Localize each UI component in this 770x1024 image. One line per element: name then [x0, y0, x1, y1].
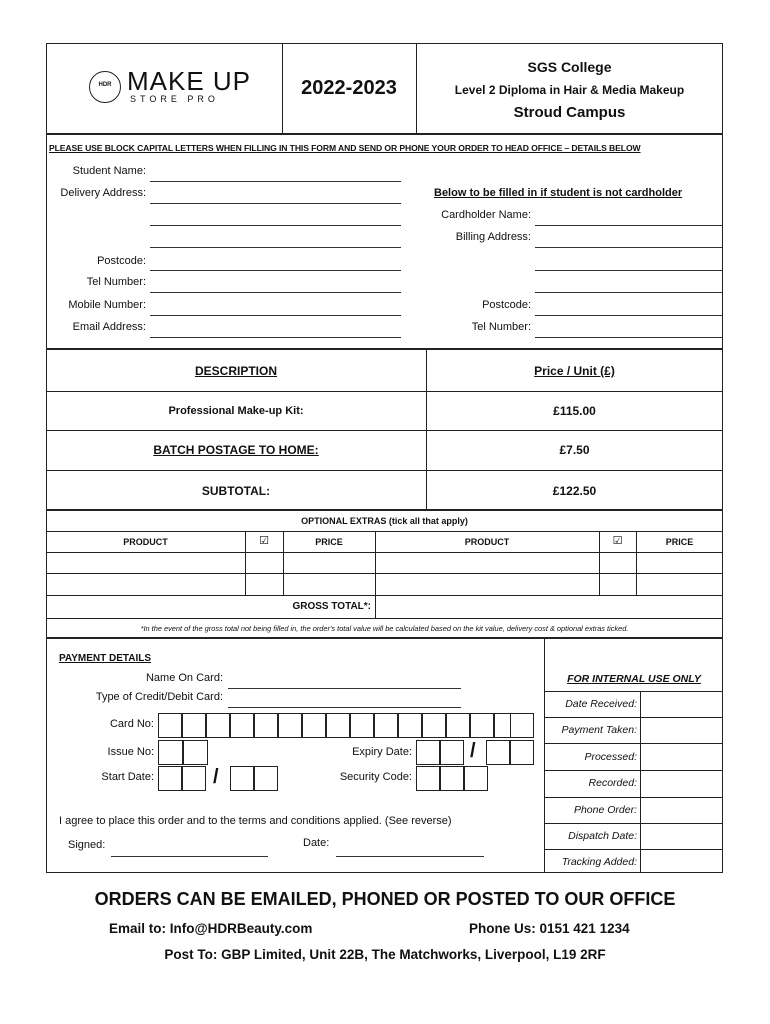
extras-price-header-2: PRICE — [665, 537, 694, 547]
extras-footnote: *In the event of the gross total not being filled in, the order's total value will be calculated based on the kit value, delivery cost & optional extras ticked. — [140, 624, 629, 633]
internal-heading: FOR INTERNAL USE ONLY — [567, 673, 701, 685]
signed-label: Signed: — [68, 839, 106, 851]
billing-address-label: Billing Address: — [455, 231, 531, 243]
logo-sub-text: STORE PRO — [130, 94, 219, 104]
card-no-label: Card No: — [109, 718, 154, 730]
footer-email[interactable]: Email to: Info@HDRBeauty.com — [109, 921, 313, 936]
delivery-address-field-3[interactable] — [150, 247, 401, 248]
start-slash: / — [213, 766, 219, 788]
delivery-address-field-1[interactable] — [150, 203, 401, 204]
security-code-label: Security Code: — [339, 771, 412, 783]
college-name: SGS College — [527, 59, 612, 75]
cardholder-name-field[interactable] — [535, 225, 722, 226]
student-name-field[interactable] — [150, 181, 401, 182]
payment-heading: PAYMENT DETAILS — [59, 653, 152, 664]
logo-main-text: MAKE UP — [127, 66, 252, 96]
billing-address-field-2[interactable] — [535, 270, 722, 271]
internal-date-received: Date Received: — [565, 698, 637, 710]
cardholder-postcode-field[interactable] — [535, 315, 722, 316]
gross-total-label: GROSS TOTAL*: — [292, 601, 371, 612]
tel-label: Tel Number: — [86, 276, 146, 288]
postage-desc: BATCH POSTAGE TO HOME: — [153, 443, 319, 457]
postcode-label: Postcode: — [97, 255, 146, 267]
delivery-address-label: Delivery Address: — [60, 187, 146, 199]
expiry-slash: / — [470, 740, 476, 762]
internal-payment-taken: Payment Taken: — [561, 724, 637, 736]
internal-phone-order: Phone Order: — [573, 804, 637, 816]
internal-recorded: Recorded: — [588, 777, 637, 789]
agree-text: I agree to place this order and to the terms and conditions applied. (See reverse) — [59, 815, 452, 827]
subtotal-price: £122.50 — [552, 484, 597, 498]
extras-title: OPTIONAL EXTRAS (tick all that apply) — [301, 516, 468, 526]
subtotal-desc: SUBTOTAL: — [201, 484, 271, 498]
card-type-label: Type of Credit/Debit Card: — [95, 691, 223, 703]
mobile-field[interactable] — [150, 315, 401, 316]
date-label: Date: — [303, 837, 330, 849]
postcode-field[interactable] — [150, 270, 401, 271]
contact-box — [46, 134, 723, 349]
start-date-label: Start Date: — [101, 771, 154, 783]
extras-row-1[interactable] — [46, 553, 723, 573]
cardholder-heading: Below to be filled in if student is not cardholder — [434, 187, 683, 199]
year-title: 2022-2023 — [301, 77, 397, 99]
mobile-label: Mobile Number: — [68, 299, 146, 311]
extras-tick-header-2: ☑ — [612, 535, 623, 547]
price-header: Price / Unit (£) — [534, 364, 615, 378]
footer-headline: ORDERS CAN BE EMAILED, PHONED OR POSTED TO OUR OFFICE — [94, 889, 676, 909]
description-header: DESCRIPTION — [194, 364, 277, 378]
delivery-address-field-2[interactable] — [150, 225, 401, 226]
signature-field[interactable] — [111, 856, 268, 857]
name-on-card-field[interactable] — [228, 688, 461, 689]
date-field[interactable] — [336, 856, 484, 857]
billing-address-field-3[interactable] — [535, 292, 722, 293]
kit-price: £115.00 — [553, 404, 596, 418]
footer-post: Post To: GBP Limited, Unit 22B, The Matchworks, Liverpool, L19 2RF — [164, 947, 606, 962]
logo-small-text: HDR — [98, 82, 112, 88]
billing-address-field-1[interactable] — [535, 247, 722, 248]
kit-desc: Professional Make-up Kit: — [168, 405, 304, 417]
internal-processed: Processed: — [584, 751, 637, 763]
postage-price: £7.50 — [559, 443, 590, 457]
tel-field[interactable] — [150, 292, 401, 293]
campus-name: Stroud Campus — [513, 104, 626, 121]
issue-no-label: Issue No: — [107, 746, 154, 758]
expiry-label: Expiry Date: — [352, 746, 412, 758]
extras-product-header-1: PRODUCT — [123, 537, 168, 547]
extras-row-2[interactable] — [46, 574, 723, 595]
cardholder-tel-field[interactable] — [535, 337, 722, 338]
cardholder-name-label: Cardholder Name: — [441, 209, 531, 221]
cardholder-tel-label: Tel Number: — [471, 321, 531, 333]
cardholder-postcode-label: Postcode: — [482, 299, 531, 311]
student-name-label: Student Name: — [72, 165, 146, 177]
internal-dispatch-date: Dispatch Date: — [568, 830, 637, 842]
email-field[interactable] — [150, 337, 401, 338]
name-on-card-label: Name On Card: — [145, 672, 223, 684]
extras-tick-header-1: ☑ — [259, 535, 269, 547]
gross-total-field[interactable] — [376, 596, 722, 618]
internal-tracking-added: Tracking Added: — [561, 856, 637, 868]
extras-product-header-2: PRODUCT — [464, 537, 510, 547]
course-name: Level 2 Diploma in Hair & Media Makeup — [454, 83, 685, 97]
instruction-text: PLEASE USE BLOCK CAPITAL LETTERS WHEN FILLING IN THIS FORM AND SEND OR PHONE YOUR ORDER TO HEAD OFFICE – DETAILS BELOW — [49, 143, 641, 153]
extras-price-header-1: PRICE — [315, 537, 343, 547]
footer-phone[interactable]: Phone Us: 0151 421 1234 — [469, 921, 630, 936]
card-type-field[interactable] — [228, 707, 461, 708]
email-label: Email Address: — [72, 321, 146, 333]
